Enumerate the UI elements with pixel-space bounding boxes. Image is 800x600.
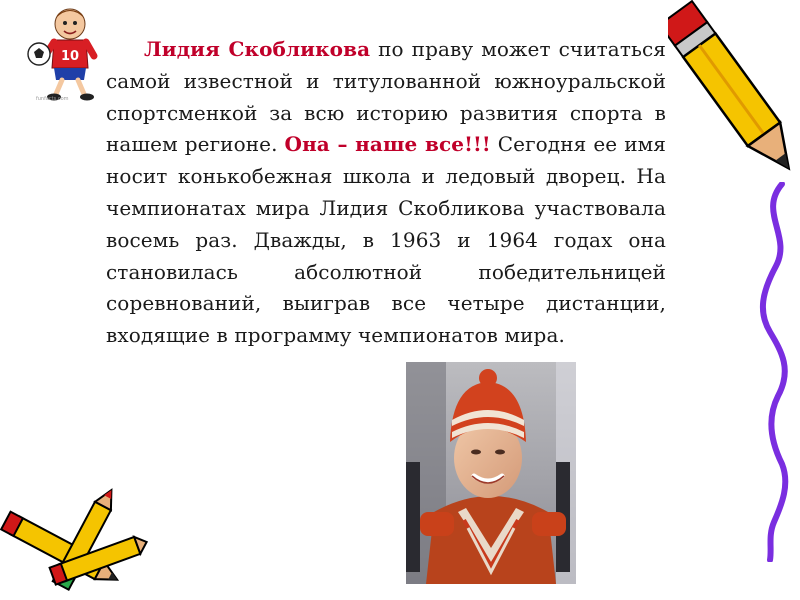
body-rest-text: Сегодня ее имя носит конькобежная школа и ледовый дворец. На чемпионатах мира Лидия Скобликова участвовала восемь раз. Дважды, в 1963 и 1964 годах она становилась абсолютной победительницей соревнований, выиграв все четыре дистанции, входящие в программу чемпионатов мира.: [106, 132, 667, 348]
intro-text: по праву может считаться самой известной и титулованной южноуральской спортсменкой за всю историю развития спорта в нашем регионе.: [106, 37, 667, 157]
soccer-boy-icon: [26, 6, 100, 104]
skater-portrait-photo: [406, 362, 576, 584]
jersey-number: 10: [60, 49, 80, 64]
pencil-icon: [668, 0, 800, 186]
athlete-name: Лидия Скобликова: [144, 37, 371, 61]
squiggle-line-icon: [752, 182, 800, 562]
emphasis-text: Она – наше все!!!: [284, 132, 491, 157]
crayons-icon: [0, 480, 150, 600]
body-text: [106, 34, 666, 352]
mascot-credit: funfacts.com: [36, 96, 69, 102]
